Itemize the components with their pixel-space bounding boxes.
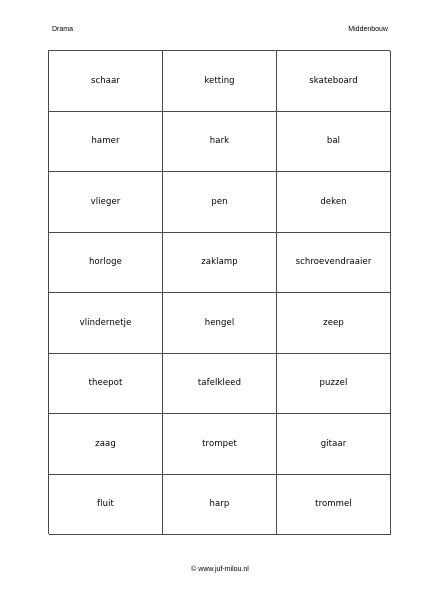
- word-card: hark: [163, 112, 277, 173]
- word-card: horloge: [49, 233, 163, 294]
- header-level: Middenbouw: [348, 26, 388, 33]
- word-card: bal: [277, 112, 391, 173]
- word-card: trommel: [277, 475, 391, 536]
- word-card: pen: [163, 172, 277, 233]
- word-card: vlindernetje: [49, 293, 163, 354]
- word-card: zaag: [49, 414, 163, 475]
- word-card: ketting: [163, 51, 277, 112]
- word-card: deken: [277, 172, 391, 233]
- word-card: trompet: [163, 414, 277, 475]
- word-card: hamer: [49, 112, 163, 173]
- word-card: harp: [163, 475, 277, 536]
- word-card: zaklamp: [163, 233, 277, 294]
- header-subject: Drama: [52, 26, 74, 33]
- footer-copyright: © www.juf-milou.nl: [191, 566, 249, 573]
- word-card-grid: [48, 50, 390, 534]
- word-card: zeep: [277, 293, 391, 354]
- word-card: puzzel: [277, 354, 391, 415]
- word-card: vlieger: [49, 172, 163, 233]
- word-card: schroevendraaier: [277, 233, 391, 294]
- word-card: hengel: [163, 293, 277, 354]
- word-card: skateboard: [277, 51, 391, 112]
- word-card: fluit: [49, 475, 163, 536]
- word-card: schaar: [49, 51, 163, 112]
- word-card: gitaar: [277, 414, 391, 475]
- word-card: tafelkleed: [163, 354, 277, 415]
- word-card: theepot: [49, 354, 163, 415]
